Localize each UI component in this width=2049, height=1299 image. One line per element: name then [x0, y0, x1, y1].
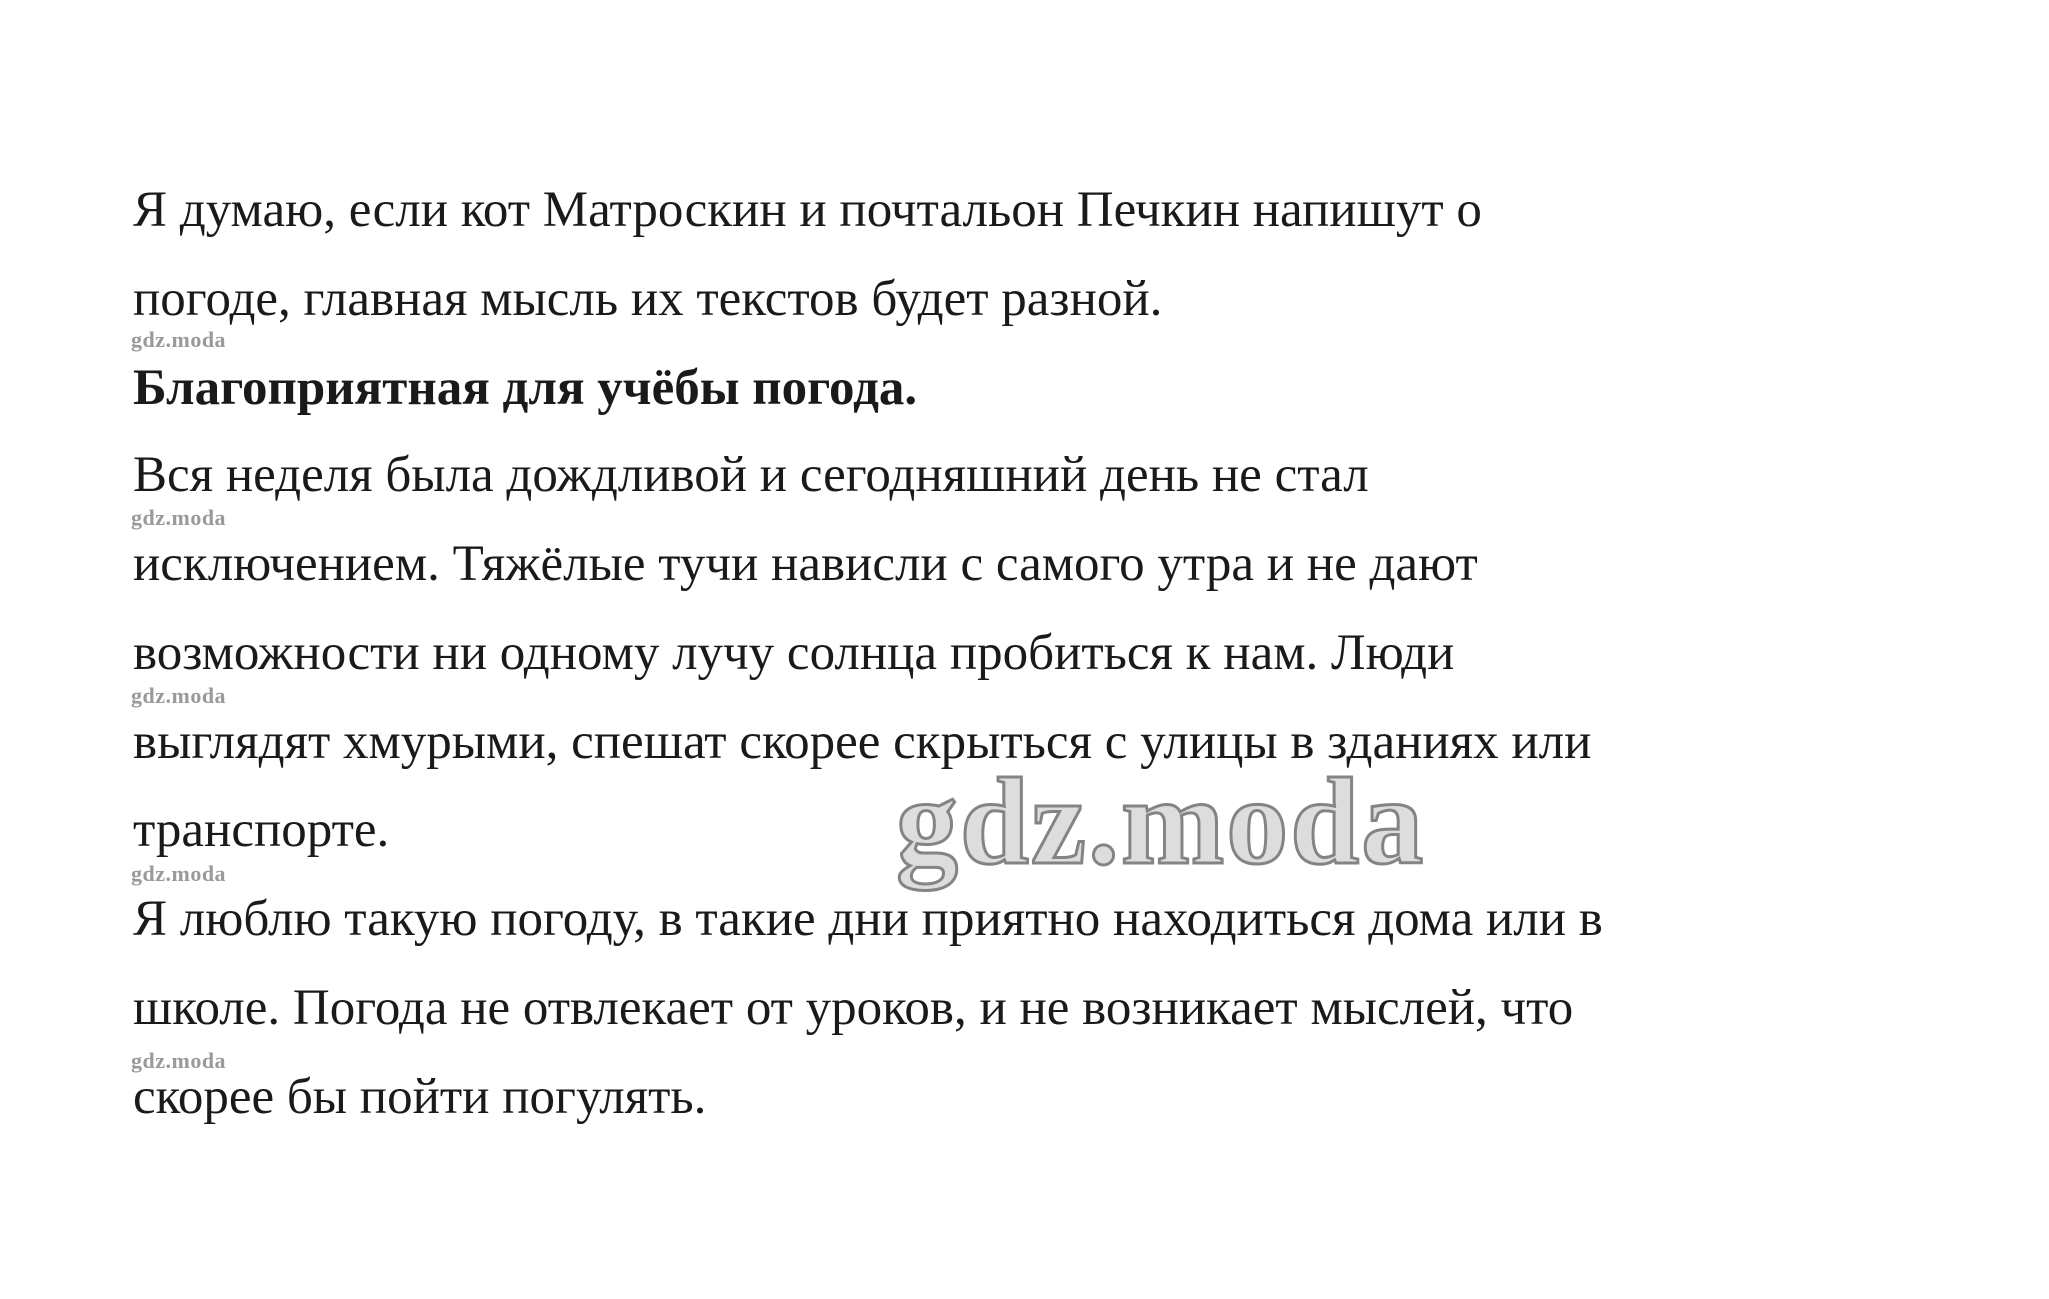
- text-line-body-3: возможности ни одному лучу солнца пробиться к нам. Люди: [133, 625, 1455, 681]
- text-line-body-7: школе. Погода не отвлекает от уроков, и не возникает мыслей, что: [133, 980, 1574, 1036]
- text-line-body-1: Вся неделя была дождливой и сегодняшний день не стал: [133, 447, 1369, 503]
- text-line-body-8: скорее бы пойти погулять.: [133, 1069, 707, 1125]
- watermark-small-2: gdz.moda: [131, 505, 227, 530]
- text-line-body-5: транспорте.: [133, 802, 390, 858]
- watermark-small-3: gdz.moda: [131, 683, 227, 708]
- text-line-intro-2: погоде, главная мысль их текстов будет разной.: [133, 271, 1163, 327]
- text-line-body-6: Я люблю такую погоду, в такие дни приятно находиться дома или в: [133, 891, 1603, 947]
- watermark-large: gdz.moda: [896, 753, 1426, 890]
- text-line-body-2: исключением. Тяжёлые тучи нависли с самого утра и не дают: [133, 536, 1478, 592]
- watermark-small-1: gdz.moda: [131, 327, 227, 352]
- watermark-small-5: gdz.moda: [131, 1048, 227, 1073]
- heading: Благоприятная для учёбы погода.: [133, 360, 918, 416]
- text-line-intro-1: Я думаю, если кот Матроскин и почтальон Печкин напишут о: [133, 182, 1482, 238]
- watermark-small-4: gdz.moda: [131, 861, 227, 886]
- text-line-body-4: выглядят хмурыми, спешат скорее скрыться с улицы в зданиях или: [133, 714, 1592, 770]
